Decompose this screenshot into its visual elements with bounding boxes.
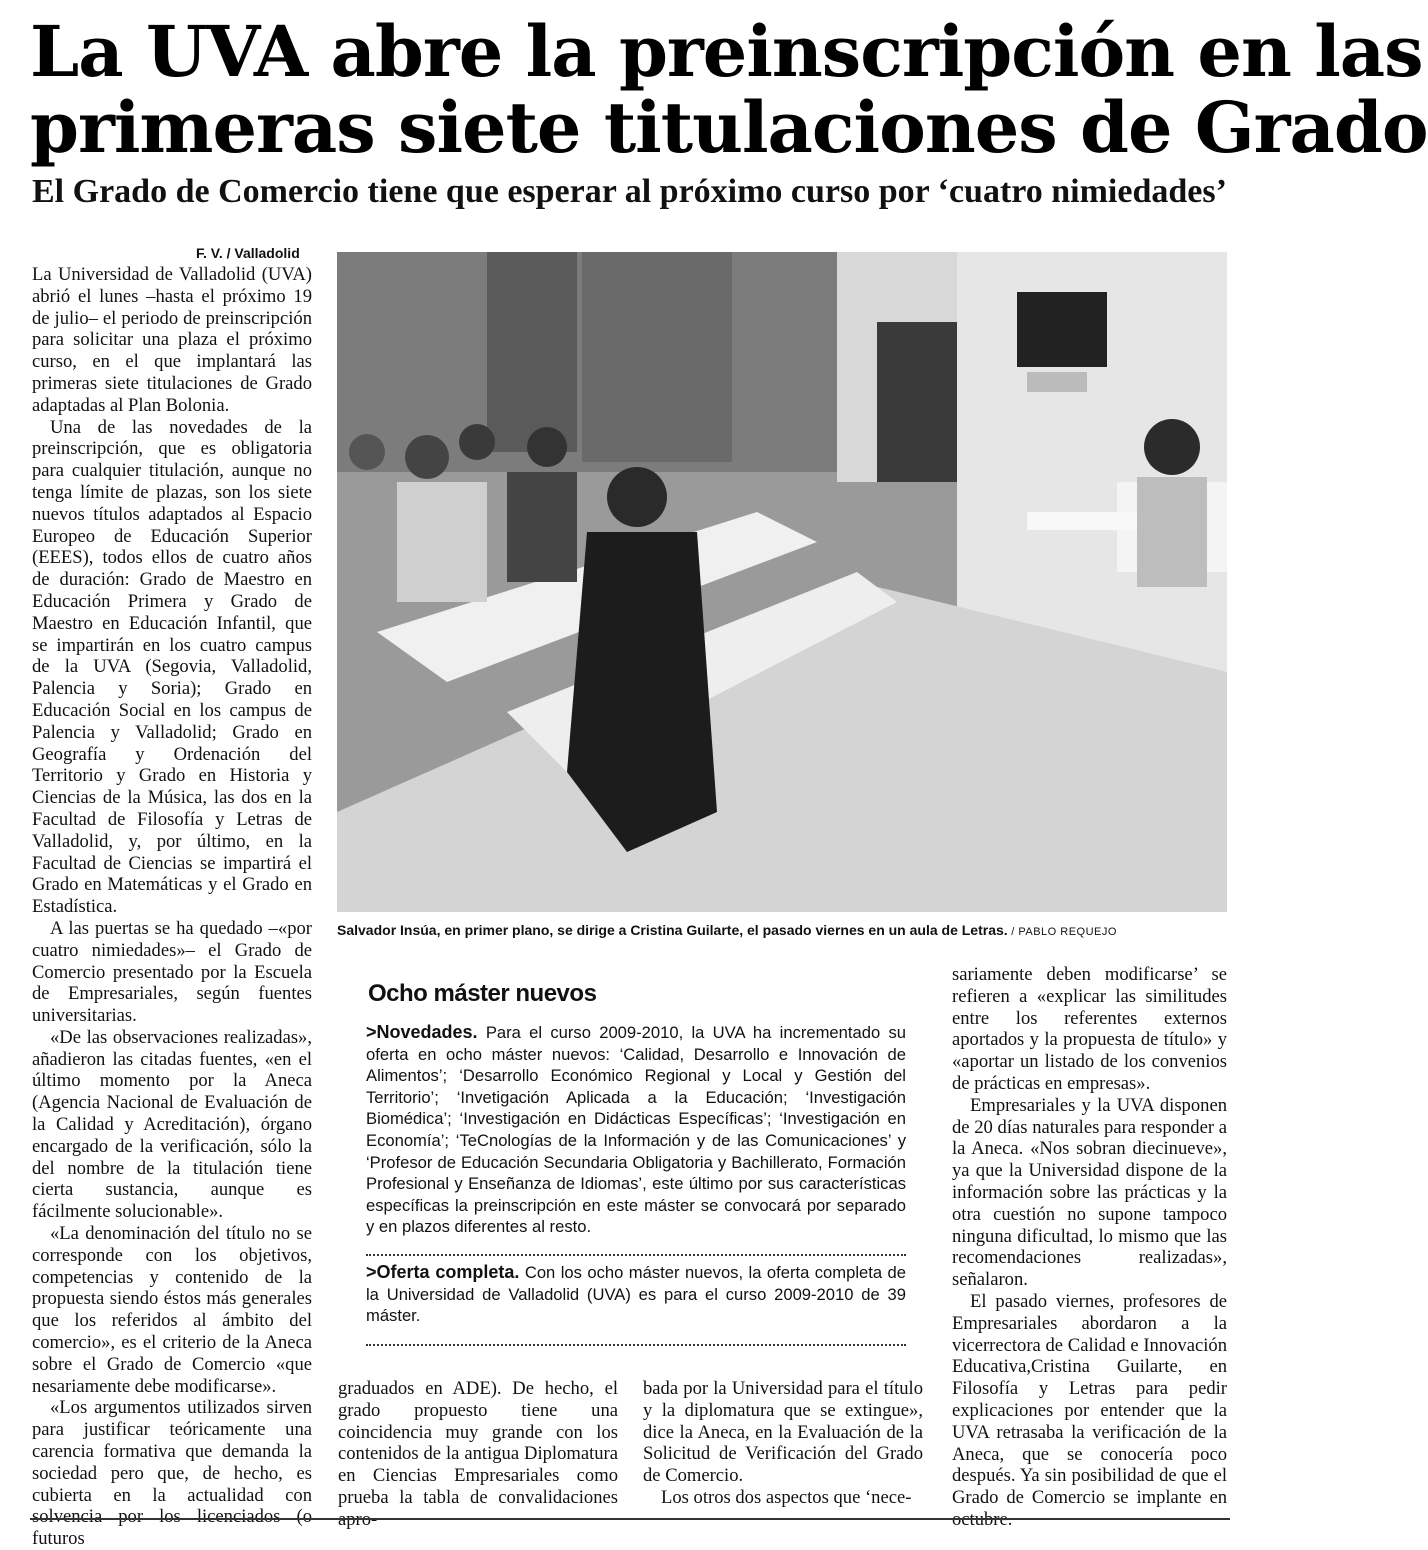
paragraph: El pasado viernes, profesores de Empresariales abordaron a la vicerrectora de Calidad e Innovación Educativa,Cristina Guilarte, en Filosofía y Letras para pedir explicaciones por entender que la UVA retrasaba la verificación de la Aneca, que se conocería poco después. Ya sin posibilidad de que el Grado de Comercio se implante en octubre. — [952, 1290, 1227, 1530]
paragraph: A las puertas se ha quedado –«por cuatro nimiedades»– el Grado de Comercio presentado por la Escuela de Empresariales, según fuentes universitarias. — [32, 917, 312, 1027]
sidebar-item-text: Con los ocho máster nuevos, la oferta completa de la Universidad de Valladolid (UVA) es para el curso 2009-2010 de 39 máster. — [366, 1263, 906, 1326]
bottom-rule — [30, 1518, 1230, 1520]
dotted-divider — [366, 1254, 906, 1256]
body-column-3 — [338, 1378, 618, 1531]
sidebar-box — [366, 1022, 906, 1238]
caption-text: Salvador Insúa, en primer plano, se dirige a Cristina Guilarte, el pasado viernes en un aula de Letras. — [337, 922, 1008, 938]
paragraph: graduados en ADE). De hecho, el grado propuesto tiene una coincidencia muy grande con los contenidos de la antigua Diplomatura en Ciencias Empresariales como prueba la tabla de convalidaciones apro- — [338, 1378, 618, 1530]
byline: F. V. / Valladolid — [196, 245, 300, 261]
photo-illustration — [337, 252, 1227, 912]
sidebar-title: Ocho máster nuevos — [368, 980, 597, 1007]
headline — [30, 10, 1428, 169]
photo-credit: / PABLO REQUEJO — [1007, 926, 1117, 938]
headline-line-2: primeras siete titulaciones de Grado — [30, 86, 1428, 169]
sidebar-item-oferta — [366, 1262, 906, 1327]
sidebar-item-text: Para el curso 2009-2010, la UVA ha incrementado su oferta en ocho máster nuevos: ‘Calidad, Desarrollo e Innovación de Alimentos’; ‘Desarrollo Económico Regional y Local y Gestión del Territorio’; ‘Invetigación Aplicada a la Educación; ‘Investigación Biomédica’; ‘Investigación en Didácticas Específicas’; ‘Investigación en Economía’; ‘TeCnologías de la Información y de las Comunicaciones’ y ‘Profesor de Educación Secundaria Obligatoria y Bachillerato, Formación Profesional y Enseñanza de Idiomas’, este último por sus características específicas la preinscripción en este máster se convocará por separado y en plazos diferentes al resto. — [366, 1023, 906, 1237]
body-column-4 — [643, 1378, 923, 1509]
sidebar-item-lead: >Oferta completa. — [366, 1262, 520, 1282]
paragraph: Los otros dos aspectos que ‘nece- — [661, 1486, 912, 1508]
photo-caption — [337, 922, 1237, 938]
sidebar-item-lead: >Novedades. — [366, 1022, 478, 1042]
paragraph: sariamente deben modificarse’ se refieren a «explicar las similitudes entre los referentes externos aportados y la propuesta de título» y «aportar un listado de los convenios de prácticas en empresas». — [952, 964, 1227, 1094]
paragraph: Empresariales y la UVA disponen de 20 días naturales para responder a la Aneca. «Nos sobran diecinueve», ya que la Universidad dispone de la información sobre las prácticas y la otra cuestión no supone tampoco ninguna dificultad, lo mismo que las recomendaciones realizadas», señalaron. — [952, 1094, 1227, 1291]
headline-line-1: La UVA abre la preinscripción en las — [30, 10, 1423, 93]
paragraph: bada por la Universidad para el título y la diplomatura que se extingue», dice la Aneca, en la Evaluación de la Solicitud de Verificación del Grado de Comercio. — [643, 1378, 923, 1487]
subheadline: El Grado de Comercio tiene que esperar al próximo curso por ‘cuatro nimiedades’ — [32, 173, 1227, 210]
sidebar-item-novedades — [366, 1022, 906, 1238]
sidebar-box-2 — [366, 1262, 906, 1327]
paragraph: «La denominación del título no se corresponde con los objetivos, competencias y contenido de la propuesta siendo éstos más generales que los referidos al ámbito del comercio», es el criterio de la Aneca sobre el Grado de Comercio «que nesariamente debe modificarse». — [32, 1223, 312, 1397]
paragraph: Una de las novedades de la preinscripción, que es obligatoria para cualquier titulación, aunque no tenga límite de plazas, son los siete nuevos títulos adaptados al Espacio Europeo de Educación Superior (EEES), todos ellos de cuatro años de duración: Grado de Maestro en Educación Primera y Grado de Maestro en Educación Infantil, que se impartirán en los cuatro campus de la UVA (Segovia, Valladolid, Palencia y Soria); Grado en Educación Social en los campus de Palencia y Valladolid; Grado en Geografía y Ordenación del Territorio y Grado en Historia y Ciencias de la Música, las dos en la Facultad de Filosofía y Letras de Valladolid, y, por último, en la Facultad de Ciencias se impartirá el Grado en Matemáticas y el Grado en Estadística. — [32, 416, 312, 918]
body-column-5 — [952, 964, 1227, 1531]
paragraph: «De las observaciones realizadas», añadieron las citadas fuentes, «en el último momento por la Aneca (Agencia Nacional de Evaluación de la Calidad y Acreditación), órgano encargado de la verificación, sólo la del nombre de la titulación tiene cierta sustancia, aunque es fácilmente solucionable». — [32, 1026, 312, 1223]
body-column-1 — [32, 264, 312, 1550]
paragraph: «Los argumentos utilizados sirven para justificar teóricamente una carencia formativa que demanda la sociedad pero que, de hecho, es cubierta en la actualidad con solvencia por los licenciados (o futuros — [32, 1397, 312, 1550]
classroom-photo — [337, 252, 1227, 912]
paragraph: La Universidad de Valladolid (UVA) abrió el lunes –hasta el próximo 19 de julio– el periodo de preinscripción para solicitar una plaza el próximo curso, en el que implantará las primeras siete titulaciones de Grado adaptadas al Plan Bolonia. — [32, 264, 312, 416]
dotted-divider — [366, 1344, 906, 1346]
